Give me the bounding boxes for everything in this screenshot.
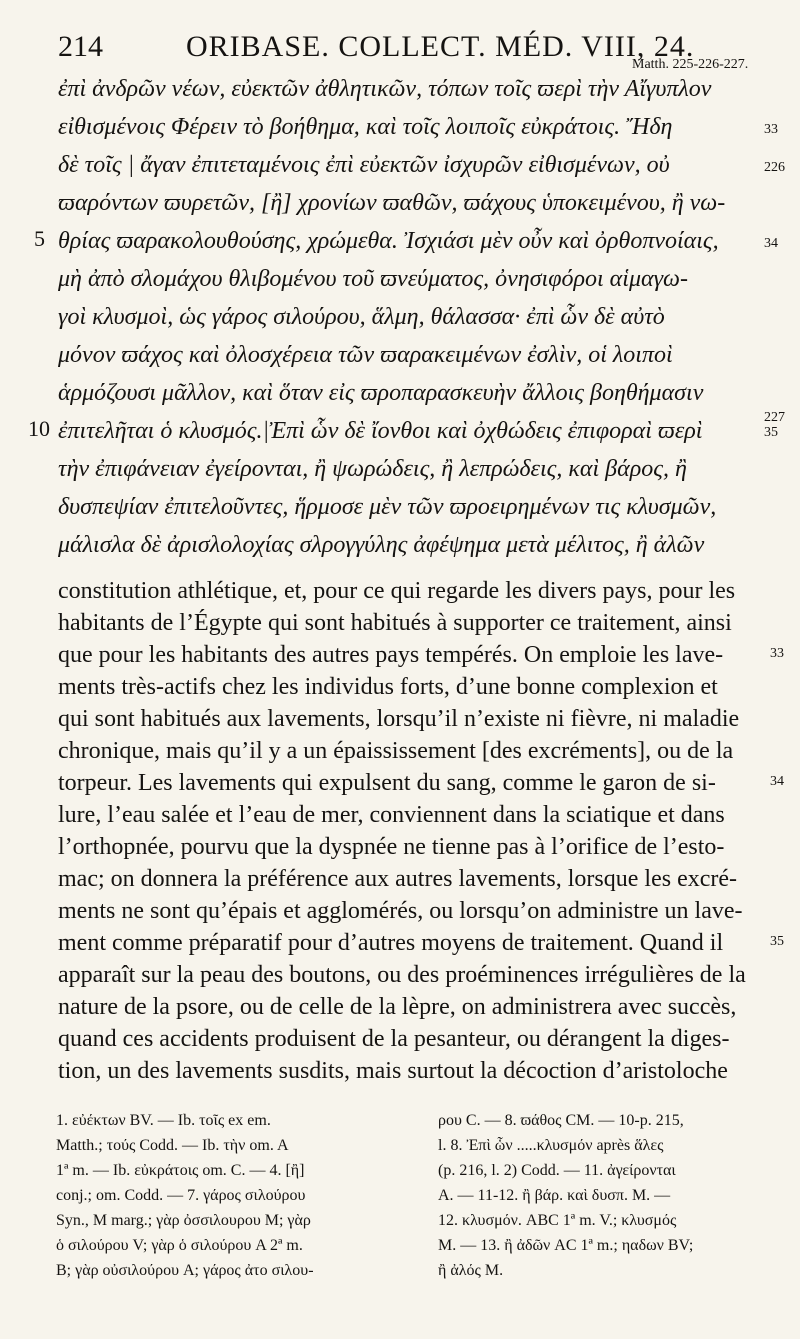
greek-line: ἁρμόζουσι μᾶλλον, καὶ ὅταν εἰς ϖροπαρασκευὴν ἄλλοις βοηθήμασιν — [58, 380, 704, 406]
french-line: chronique, mais qu’il y a un épaississement [des excréments], ou de la — [58, 738, 734, 764]
french-line: torpeur. Les lavements qui expulsent du sang, comme le garon de si- — [58, 770, 716, 796]
notes-left-column — [56, 1108, 386, 1283]
greek-line: ϖαρόντων ϖυρετῶν, [ἢ] χρονίων ϖαθῶν, ϖάχους ὑποκειμένου, ἢ νω- — [58, 190, 726, 216]
greek-line: ἐπιτελῆται ὁ κλυσμός.|Ἐπὶ ὧν δὲ ἴονθοι καὶ ὀχθώδεις ἐπιφοραὶ ϖερὶ — [58, 418, 703, 444]
note-line: M. — 13. ἢ ἀδῶν AC 1ª m.; ηαδων BV; — [438, 1237, 694, 1254]
french-line: quand ces accidents produisent de la pesanteur, ou dérangent la diges- — [58, 1026, 730, 1052]
greek-line: μόνον ϖάχος καὶ ὀλοσχέρεια τῶν ϖαρακειμένων ἐσλὶν, οἱ λοιποὶ — [58, 342, 673, 368]
notes-right-column — [438, 1108, 768, 1283]
greek-margin-mark: 34 — [764, 236, 778, 251]
french-line: ment comme préparatif pour d’autres moyens de traitement. Quand il — [58, 930, 724, 956]
greek-line: μὴ ἀπὸ σλομάχου θλιβομένου τοῦ ϖνεύματος, ὀνησιφόροι αἱμαγω- — [58, 266, 688, 292]
note-line: ρου C. — 8. ϖάθος CM. — 10-p. 215, — [438, 1112, 684, 1129]
greek-line: δὲ τοῖς | ἄγαν ἐπιτεταμένοις ἐπὶ εὐεκτῶν ἰσχυρῶν εἰθισμένων, οὐ — [58, 152, 670, 178]
french-line: ments très-actifs chez les individus forts, d’une bonne complexion et — [58, 674, 718, 700]
french-line: mac; on donnera la préférence aux autres lavements, lorsque les excré- — [58, 866, 738, 892]
note-line: l. 8. Ἐπὶ ὧν .....κλυσμόν après ἅλες — [438, 1137, 664, 1154]
french-line: que pour les habitants des autres pays tempérés. On emploie les lave- — [58, 642, 724, 668]
greek-line: μάλισλα δὲ ἀρισλολοχίας σλρογγύλης ἀφέψημα μετὰ μέλιτος, ἢ ἀλῶν — [58, 532, 705, 558]
note-line: A. — 11-12. ἢ βάρ. καὶ δυσπ. M. — — [438, 1187, 671, 1204]
matthieu-reference: Matth. 225-226-227. — [632, 57, 749, 72]
greek-line-number-5: 5 — [34, 226, 45, 251]
greek-line: δυσπεψίαν ἐπιτελοῦντες, ἥρμοσε μὲν τῶν ϖροειρημένων τις κλυσμῶν, — [58, 494, 717, 520]
greek-line: θρίας ϖαρακολουθούσης, χρώμεθα. Ἰσχιάσι μὲν οὖν καὶ ὀρθοπνοίαις, — [58, 228, 719, 254]
french-margin-mark: 34 — [770, 774, 784, 789]
greek-line-number-10: 10 — [28, 416, 50, 441]
note-line: 1. εὐέκτων BV. — Ib. τοῖς ex em. — [56, 1112, 271, 1129]
note-line: B; γὰρ οὐσιλούρου A; γάρος ἀτο σιλου- — [56, 1262, 314, 1279]
greek-margin-mark: 226 — [764, 160, 785, 175]
greek-line: τὴν ἐπιφάνειαν ἐγείρονται, ἢ ψωρώδεις, ἢ λεπρώδεις, καὶ βάρος, ἢ — [58, 456, 687, 482]
note-line: conj.; om. Codd. — 7. γάρος σιλούρου — [56, 1187, 306, 1204]
greek-line: γοὶ κλυσμοὶ, ὡς γάρος σιλούρου, ἅλμη, θάλασσα· ἐπὶ ὧν δὲ αὐτὸ — [58, 304, 665, 330]
greek-margin-mark: 33 — [764, 122, 778, 137]
french-line: lure, l’eau salée et l’eau de mer, conviennent dans la sciatique et dans — [58, 802, 725, 828]
french-line: nature de la psore, ou de celle de la lèpre, on administrera avec succès, — [58, 994, 737, 1020]
greek-line: ἐπὶ ἀνδρῶν νέων, εὐεκτῶν ἀθλητικῶν, τόπων τοῖς ϖερὶ τὴν Αἴγυπλον — [58, 76, 712, 102]
greek-line: εἰθισμένοις Φέρειν τὸ βοήθημα, καὶ τοῖς λοιποῖς εὐκράτοις. Ἤδη — [58, 114, 673, 140]
french-margin-mark: 33 — [770, 646, 784, 661]
running-title: ORIBASE. COLLECT. MÉD. VIII, 24. — [186, 30, 695, 63]
note-line: Syn., M marg.; γὰρ ὀσσιλουρου M; γὰρ — [56, 1212, 311, 1229]
note-line: (p. 216, l. 2) Codd. — 11. ἀγείρονται — [438, 1162, 676, 1179]
note-line: ὁ σιλούρου V; γὰρ ὁ σιλούρου A 2ª m. — [56, 1237, 303, 1254]
french-line: apparaît sur la peau des boutons, ou des proéminences irrégulières de la — [58, 962, 746, 988]
french-line: l’orthopnée, pourvu que la dyspnée ne tienne pas à l’orifice de l’esto- — [58, 834, 725, 860]
french-line: habitants de l’Égypte qui sont habitués à supporter ce traitement, ainsi — [58, 610, 732, 636]
french-margin-mark: 35 — [770, 934, 784, 949]
note-line: 12. κλυσμόν. ABC 1ª m. V.; κλυσμός — [438, 1212, 677, 1229]
french-line: qui sont habitués aux lavements, lorsqu’il n’existe ni fièvre, ni maladie — [58, 706, 740, 732]
greek-margin-mark: 227 35 — [764, 410, 785, 441]
french-line: constitution athlétique, et, pour ce qui regarde les divers pays, pour les — [58, 578, 736, 604]
note-line: Matth.; τούς Codd. — Ib. τὴν om. A — [56, 1137, 289, 1154]
french-line: tion, un des lavements susdits, mais surtout la décoction d’aristoloche — [58, 1058, 728, 1084]
page-number: 214 — [58, 30, 103, 63]
note-line: ἢ ἀλός M. — [438, 1262, 504, 1279]
note-line: 1ª m. — Ib. εὐκράτοις om. C. — 4. [ἢ] — [56, 1162, 305, 1179]
french-line: ments ne sont qu’épais et agglomérés, ou lorsqu’on administre un lave- — [58, 898, 743, 924]
